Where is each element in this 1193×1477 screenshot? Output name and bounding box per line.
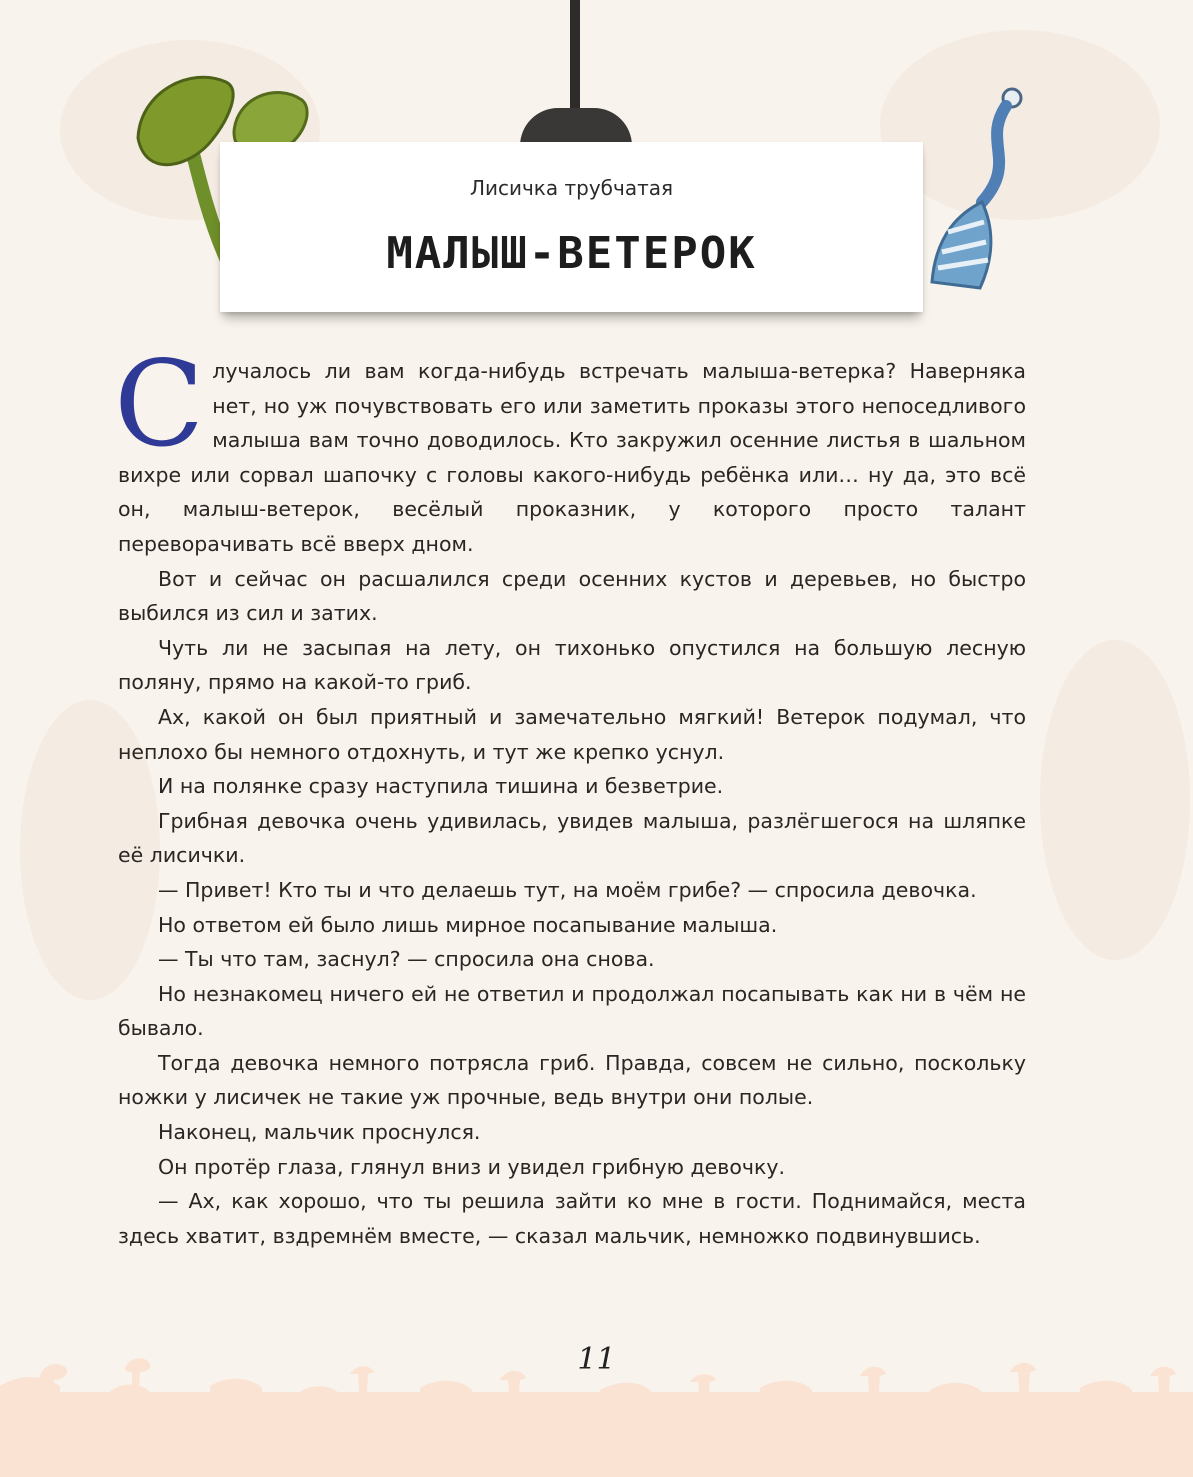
chapter-header-card [220,142,923,312]
story-paragraph: Вот и сейчас он расшалился среди осенних кустов и деревьев, но быстро выбился из сил и затих. [118,566,1026,626]
story-paragraph [114,335,1026,562]
story-paragraph: Но ответом ей было лишь мирное посапывание малыша. [158,912,778,937]
story-paragraph: — Ты что там, заснул? — спросила она снова. [158,947,655,972]
story-paragraph: И на полянке сразу наступила тишина и безветрие. [158,774,724,799]
story-paragraph: Тогда девочка немного потрясла гриб. Правда, совсем не сильно, поскольку ножки у лисичек не такие уж прочные, ведь внутри они полые. [118,1050,1026,1110]
story-paragraph: Ах, какой он был приятный и замечательно мягкий! Ветерок подумал, что неплохо бы немного отдохнуть, и тут же крепко уснул. [118,704,1026,764]
sign-hanger-cord [570,0,580,112]
chapter-subtitle: Лисичка трубчатая [469,176,674,200]
story-text [114,335,1026,1253]
chapter-title: МАЛЫШ-ВЕТЕРОК [386,228,757,279]
background-texture [1040,640,1190,960]
story-paragraph: Наконец, мальчик проснулся. [158,1120,481,1145]
story-paragraph-text: лучалось ли вам когда-нибудь встречать малыша-ветерка? Наверняка нет, но уж почувствовать его или заметить проказы этого непоседливого малыша вам точно доводилось. Кто закружил осенние листья в шальном вихре или сорвал шапочку с головы какого-нибудь ребёнка или… ну да, это всё он, малыш-ветерок, весёлый проказник, у которого просто талант переворачивать всё вверх дном. [118,359,1026,556]
page-number: 11 [577,1342,616,1377]
mushroom-illustration-right [922,82,1032,292]
story-paragraph: Грибная девочка очень удивилась, увидев малыша, разлёгшегося на шляпке её лисички. [118,808,1026,868]
story-paragraph: — Привет! Кто ты и что делаешь тут, на моём грибе? — спросила девочка. [158,877,977,902]
story-paragraph: — Ах, как хорошо, что ты решила зайти ко мне в гости. Поднимайся, места здесь хватит, вздремнём вместе, — сказал мальчик, немножко подвинувшись. [118,1189,1026,1248]
story-paragraph: Но незнакомец ничего ей не ответил и продолжал посапывать как ни в чём не бывало. [118,981,1026,1041]
drop-cap: С [114,335,205,473]
story-paragraph: Он протёр глаза, глянул вниз и увидел грибную девочку. [158,1154,786,1179]
story-paragraph: Чуть ли не засыпая на лету, он тихонько опустился на большую лесную поляну, прямо на какой-то гриб. [118,635,1026,695]
